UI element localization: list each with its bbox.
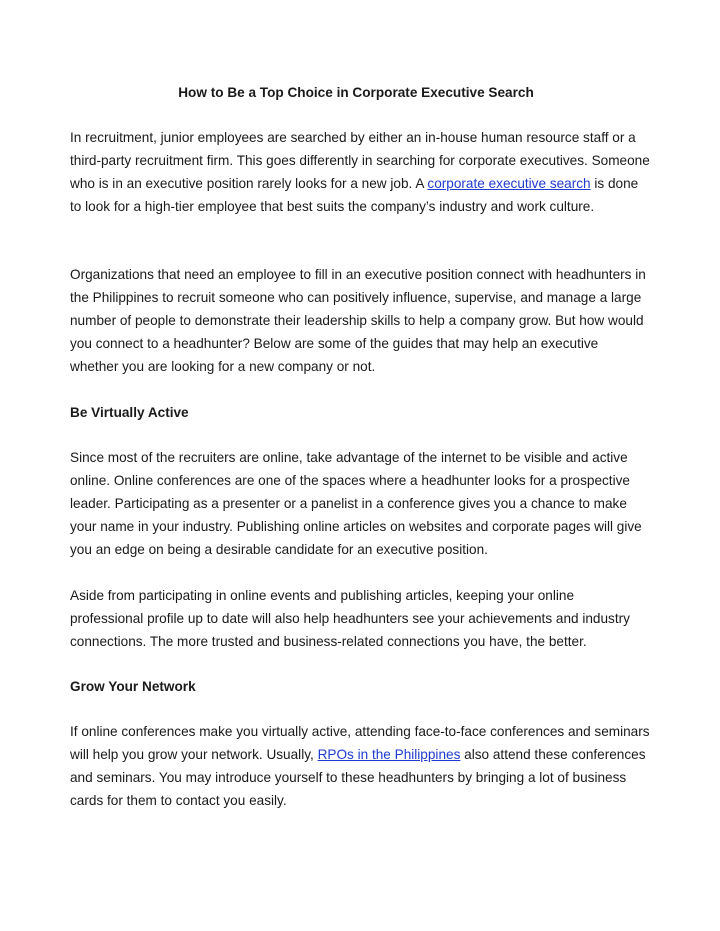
paragraph-organizations: Organizations that need an employee to fill in an executive position connect with headhunters in the Philippines to recruit someone who can positively influence, supervise, and manage a large number of people to demonstrate their leadership skills to help a company grow. But how would you connect to a headhunter? Below are some of the guides that may help an executive whether you are looking for a new company or not. <box>70 267 646 374</box>
document-title: How to Be a Top Choice in Corporate Executive Search <box>178 85 534 100</box>
paragraph-intro-text-after: is done to look for a high-tier employee that best suits the company’s industry and work culture. <box>70 176 639 214</box>
section-heading-be-virtually-active: Be Virtually Active <box>70 405 189 420</box>
paragraph-recruiters-online: Since most of the recruiters are online, take advantage of the internet to be visible and active online. Online conferences are one of the spaces where a headhunter looks for a prospective leader. Participating as a presenter or a panelist in a conference gives you a chance to make your name in your industry. Publishing online articles on websites and corporate pages will give you an edge on being a desirable candidate for an executive position. <box>70 450 642 557</box>
paragraph-intro <box>70 126 650 218</box>
rpos-philippines-link[interactable]: RPOs in the Philippines <box>317 747 461 762</box>
paragraph-online-profile: Aside from participating in online events and publishing articles, keeping your online professional profile up to date will also help headhunters see your achievements and industry connections. The more trusted and business-related connections you have, the better. <box>70 588 630 649</box>
section-heading-grow-your-network: Grow Your Network <box>70 679 196 694</box>
paragraph-grow-network <box>70 720 650 812</box>
corporate-executive-search-link[interactable]: corporate executive search <box>427 176 591 191</box>
paragraph-grow-network-text-after: also attend these conferences and seminars. You may introduce yourself to these headhunters by bringing a lot of business cards for them to contact you easily. <box>70 747 646 808</box>
paragraph-intro-text-before: In recruitment, junior employees are searched by either an in-house human resource staff or a third-party recruitment firm. This goes differently in searching for corporate executives. Someone who is in an executive position rarely looks for a new job. A <box>70 130 650 191</box>
paragraph-grow-network-text-before: If online conferences make you virtually active, attending face-to-face conferences and seminars will help you grow your network. Usually, <box>70 724 650 762</box>
